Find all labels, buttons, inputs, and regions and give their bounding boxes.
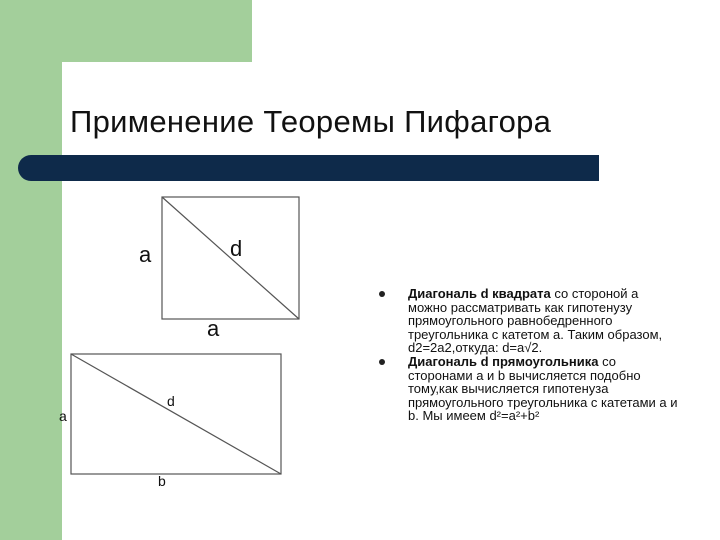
rectangle-bottom-label: b [158, 473, 166, 489]
rectangle-side-label: a [59, 408, 67, 424]
bullet-2-rest: со сторонами a и b вычисляется подобно тому,как вычисляется гипотенуза прямоугольного треугольника с катетами а и b. Мы имеем d²=a²+b² [408, 353, 678, 424]
rectangle-figure [59, 354, 281, 489]
rectangle-diagonal-label: d [167, 393, 175, 409]
bullet-text-1 [408, 287, 678, 355]
bullet-1-rest: со стороной а можно рассматривать как гипотенузу прямоугольного равнобедренного треугольника с катетом а. Таким образом, d2=2a2,откуда: d=a√2. [408, 286, 663, 356]
square-bottom-label: a [207, 316, 220, 341]
bullet-2-bold: Диагональ d прямоугольника [408, 353, 599, 369]
bullet-text-2 [408, 355, 678, 423]
bullet-item-1 [408, 287, 678, 355]
bullet-dot-icon [379, 359, 385, 365]
square-figure [139, 197, 299, 341]
square-diagonal-label: d [230, 236, 243, 261]
bullet-1-bold: Диагональ d квадрата [408, 286, 551, 301]
bullet-item-2 [408, 355, 678, 423]
rectangle-diagonal [71, 354, 281, 474]
bullet-list [408, 287, 678, 423]
bullet-dot-icon [379, 291, 385, 297]
slide-title: Применение Теоремы Пифагора [70, 104, 552, 139]
square-side-label: a [139, 242, 152, 267]
